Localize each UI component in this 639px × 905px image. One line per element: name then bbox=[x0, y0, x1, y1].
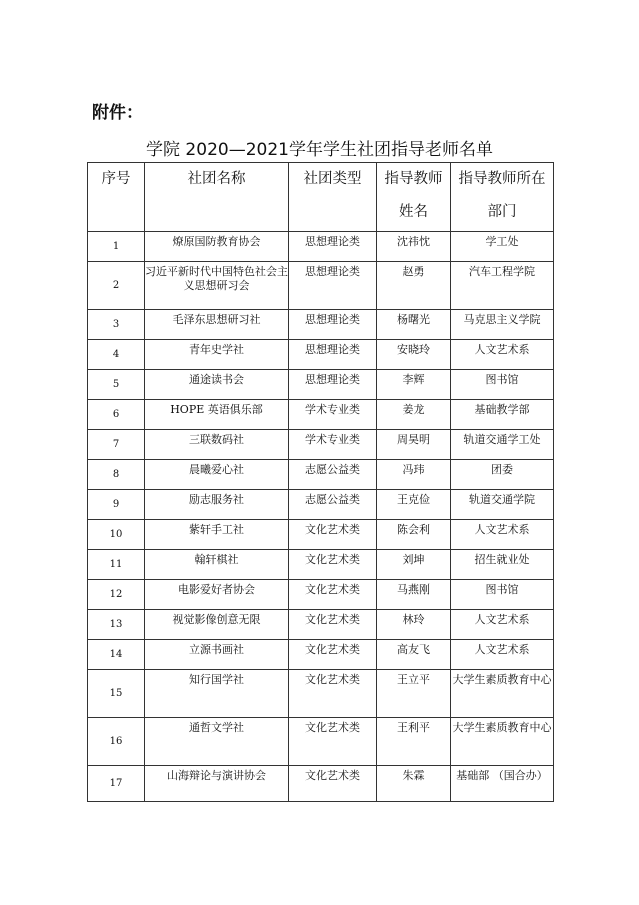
table-row bbox=[88, 580, 554, 610]
club-name: 晨曦爱心社 bbox=[145, 460, 289, 490]
department: 马克思主义学院 bbox=[451, 310, 554, 340]
advisor-name: 高友飞 bbox=[377, 640, 451, 670]
club-name: 毛泽东思想研习社 bbox=[145, 310, 289, 340]
header-club-type: 社团类型 bbox=[289, 163, 377, 232]
club-type: 思想理论类 bbox=[289, 340, 377, 370]
row-index: 7 bbox=[88, 430, 145, 460]
advisor-name: 姜龙 bbox=[377, 400, 451, 430]
club-name: 青年史学社 bbox=[145, 340, 289, 370]
advisor-name: 杨曙光 bbox=[377, 310, 451, 340]
row-index: 14 bbox=[88, 640, 145, 670]
advisor-name: 王立平 bbox=[377, 670, 451, 718]
table-header-row bbox=[88, 163, 554, 232]
department: 轨道交通学工处 bbox=[451, 430, 554, 460]
club-type: 文化艺术类 bbox=[289, 766, 377, 802]
header-club-name: 社团名称 bbox=[145, 163, 289, 232]
club-type: 文化艺术类 bbox=[289, 580, 377, 610]
row-index: 16 bbox=[88, 718, 145, 766]
club-name: 知行国学社 bbox=[145, 670, 289, 718]
department: 人文艺术系 bbox=[451, 520, 554, 550]
row-index: 1 bbox=[88, 232, 145, 262]
club-type: 志愿公益类 bbox=[289, 490, 377, 520]
club-name: 燎原国防教育协会 bbox=[145, 232, 289, 262]
row-index: 2 bbox=[88, 262, 145, 310]
header-advisor-line1: 指导教师 bbox=[384, 171, 443, 187]
row-index: 13 bbox=[88, 610, 145, 640]
row-index: 8 bbox=[88, 460, 145, 490]
department: 人文艺术系 bbox=[451, 340, 554, 370]
row-index: 3 bbox=[88, 310, 145, 340]
row-index: 15 bbox=[88, 670, 145, 718]
department: 学工处 bbox=[451, 232, 554, 262]
row-index: 17 bbox=[88, 766, 145, 802]
table-row bbox=[88, 640, 554, 670]
department: 人文艺术系 bbox=[451, 640, 554, 670]
header-department bbox=[451, 163, 554, 232]
club-name: 通哲文学社 bbox=[145, 718, 289, 766]
advisor-name: 王利平 bbox=[377, 718, 451, 766]
club-type: 文化艺术类 bbox=[289, 610, 377, 640]
advisor-name: 林玲 bbox=[377, 610, 451, 640]
header-advisor bbox=[377, 163, 451, 232]
advisor-name: 马燕刚 bbox=[377, 580, 451, 610]
table-row bbox=[88, 232, 554, 262]
header-dept-line1: 指导教师所在 bbox=[458, 171, 546, 187]
club-name: 电影爱好者协会 bbox=[145, 580, 289, 610]
department: 人文艺术系 bbox=[451, 610, 554, 640]
document-title: 学院 2020—2021学年学生社团指导老师名单 bbox=[146, 140, 493, 160]
department: 图书馆 bbox=[451, 370, 554, 400]
club-type: 志愿公益类 bbox=[289, 460, 377, 490]
club-type: 文化艺术类 bbox=[289, 718, 377, 766]
advisor-name: 冯玮 bbox=[377, 460, 451, 490]
department: 团委 bbox=[451, 460, 554, 490]
club-name: 立源书画社 bbox=[145, 640, 289, 670]
table-row bbox=[88, 520, 554, 550]
club-type: 文化艺术类 bbox=[289, 640, 377, 670]
advisor-name: 刘坤 bbox=[377, 550, 451, 580]
department: 大学生素质教育中心 bbox=[451, 718, 554, 766]
department: 基础教学部 bbox=[451, 400, 554, 430]
table-row bbox=[88, 610, 554, 640]
department: 基础部 （国合办） bbox=[451, 766, 554, 802]
club-type: 文化艺术类 bbox=[289, 520, 377, 550]
club-name: 三联数码社 bbox=[145, 430, 289, 460]
department: 大学生素质教育中心 bbox=[451, 670, 554, 718]
header-advisor-line2: 姓名 bbox=[399, 204, 428, 220]
club-type: 学术专业类 bbox=[289, 430, 377, 460]
club-type: 学术专业类 bbox=[289, 400, 377, 430]
club-name: HOPE 英语俱乐部 bbox=[145, 400, 289, 430]
header-index: 序号 bbox=[88, 163, 145, 232]
row-index: 5 bbox=[88, 370, 145, 400]
table-row bbox=[88, 670, 554, 718]
advisor-name: 周昊明 bbox=[377, 430, 451, 460]
advisor-name: 沈祎忱 bbox=[377, 232, 451, 262]
department: 汽车工程学院 bbox=[451, 262, 554, 310]
advisor-name: 陈会利 bbox=[377, 520, 451, 550]
row-index: 9 bbox=[88, 490, 145, 520]
department: 图书馆 bbox=[451, 580, 554, 610]
attachment-label: 附件： bbox=[92, 103, 143, 123]
row-index: 11 bbox=[88, 550, 145, 580]
table-row bbox=[88, 430, 554, 460]
table-row bbox=[88, 460, 554, 490]
department: 轨道交通学院 bbox=[451, 490, 554, 520]
club-name: 紫轩手工社 bbox=[145, 520, 289, 550]
club-name: 翰轩棋社 bbox=[145, 550, 289, 580]
table-row bbox=[88, 310, 554, 340]
club-name: 习近平新时代中国特色社会主义思想研习会 bbox=[145, 262, 289, 310]
table-row bbox=[88, 400, 554, 430]
row-index: 6 bbox=[88, 400, 145, 430]
table-row bbox=[88, 718, 554, 766]
row-index: 12 bbox=[88, 580, 145, 610]
advisor-name: 王克俭 bbox=[377, 490, 451, 520]
club-name: 视觉影像创意无限 bbox=[145, 610, 289, 640]
table-row bbox=[88, 262, 554, 310]
advisor-name: 朱霖 bbox=[377, 766, 451, 802]
table-row bbox=[88, 340, 554, 370]
club-name: 山海辩论与演讲协会 bbox=[145, 766, 289, 802]
club-type: 文化艺术类 bbox=[289, 670, 377, 718]
club-type: 思想理论类 bbox=[289, 262, 377, 310]
table-row bbox=[88, 550, 554, 580]
club-name: 通途读书会 bbox=[145, 370, 289, 400]
table-row bbox=[88, 766, 554, 802]
advisor-table bbox=[87, 162, 554, 802]
club-type: 文化艺术类 bbox=[289, 550, 377, 580]
club-type: 思想理论类 bbox=[289, 310, 377, 340]
row-index: 10 bbox=[88, 520, 145, 550]
row-index: 4 bbox=[88, 340, 145, 370]
header-dept-line2: 部门 bbox=[487, 204, 517, 220]
department: 招生就业处 bbox=[451, 550, 554, 580]
club-type: 思想理论类 bbox=[289, 370, 377, 400]
table-row bbox=[88, 370, 554, 400]
advisor-name: 赵勇 bbox=[377, 262, 451, 310]
club-type: 思想理论类 bbox=[289, 232, 377, 262]
club-name: 励志服务社 bbox=[145, 490, 289, 520]
table-row bbox=[88, 490, 554, 520]
advisor-name: 安晓玲 bbox=[377, 340, 451, 370]
advisor-name: 李辉 bbox=[377, 370, 451, 400]
